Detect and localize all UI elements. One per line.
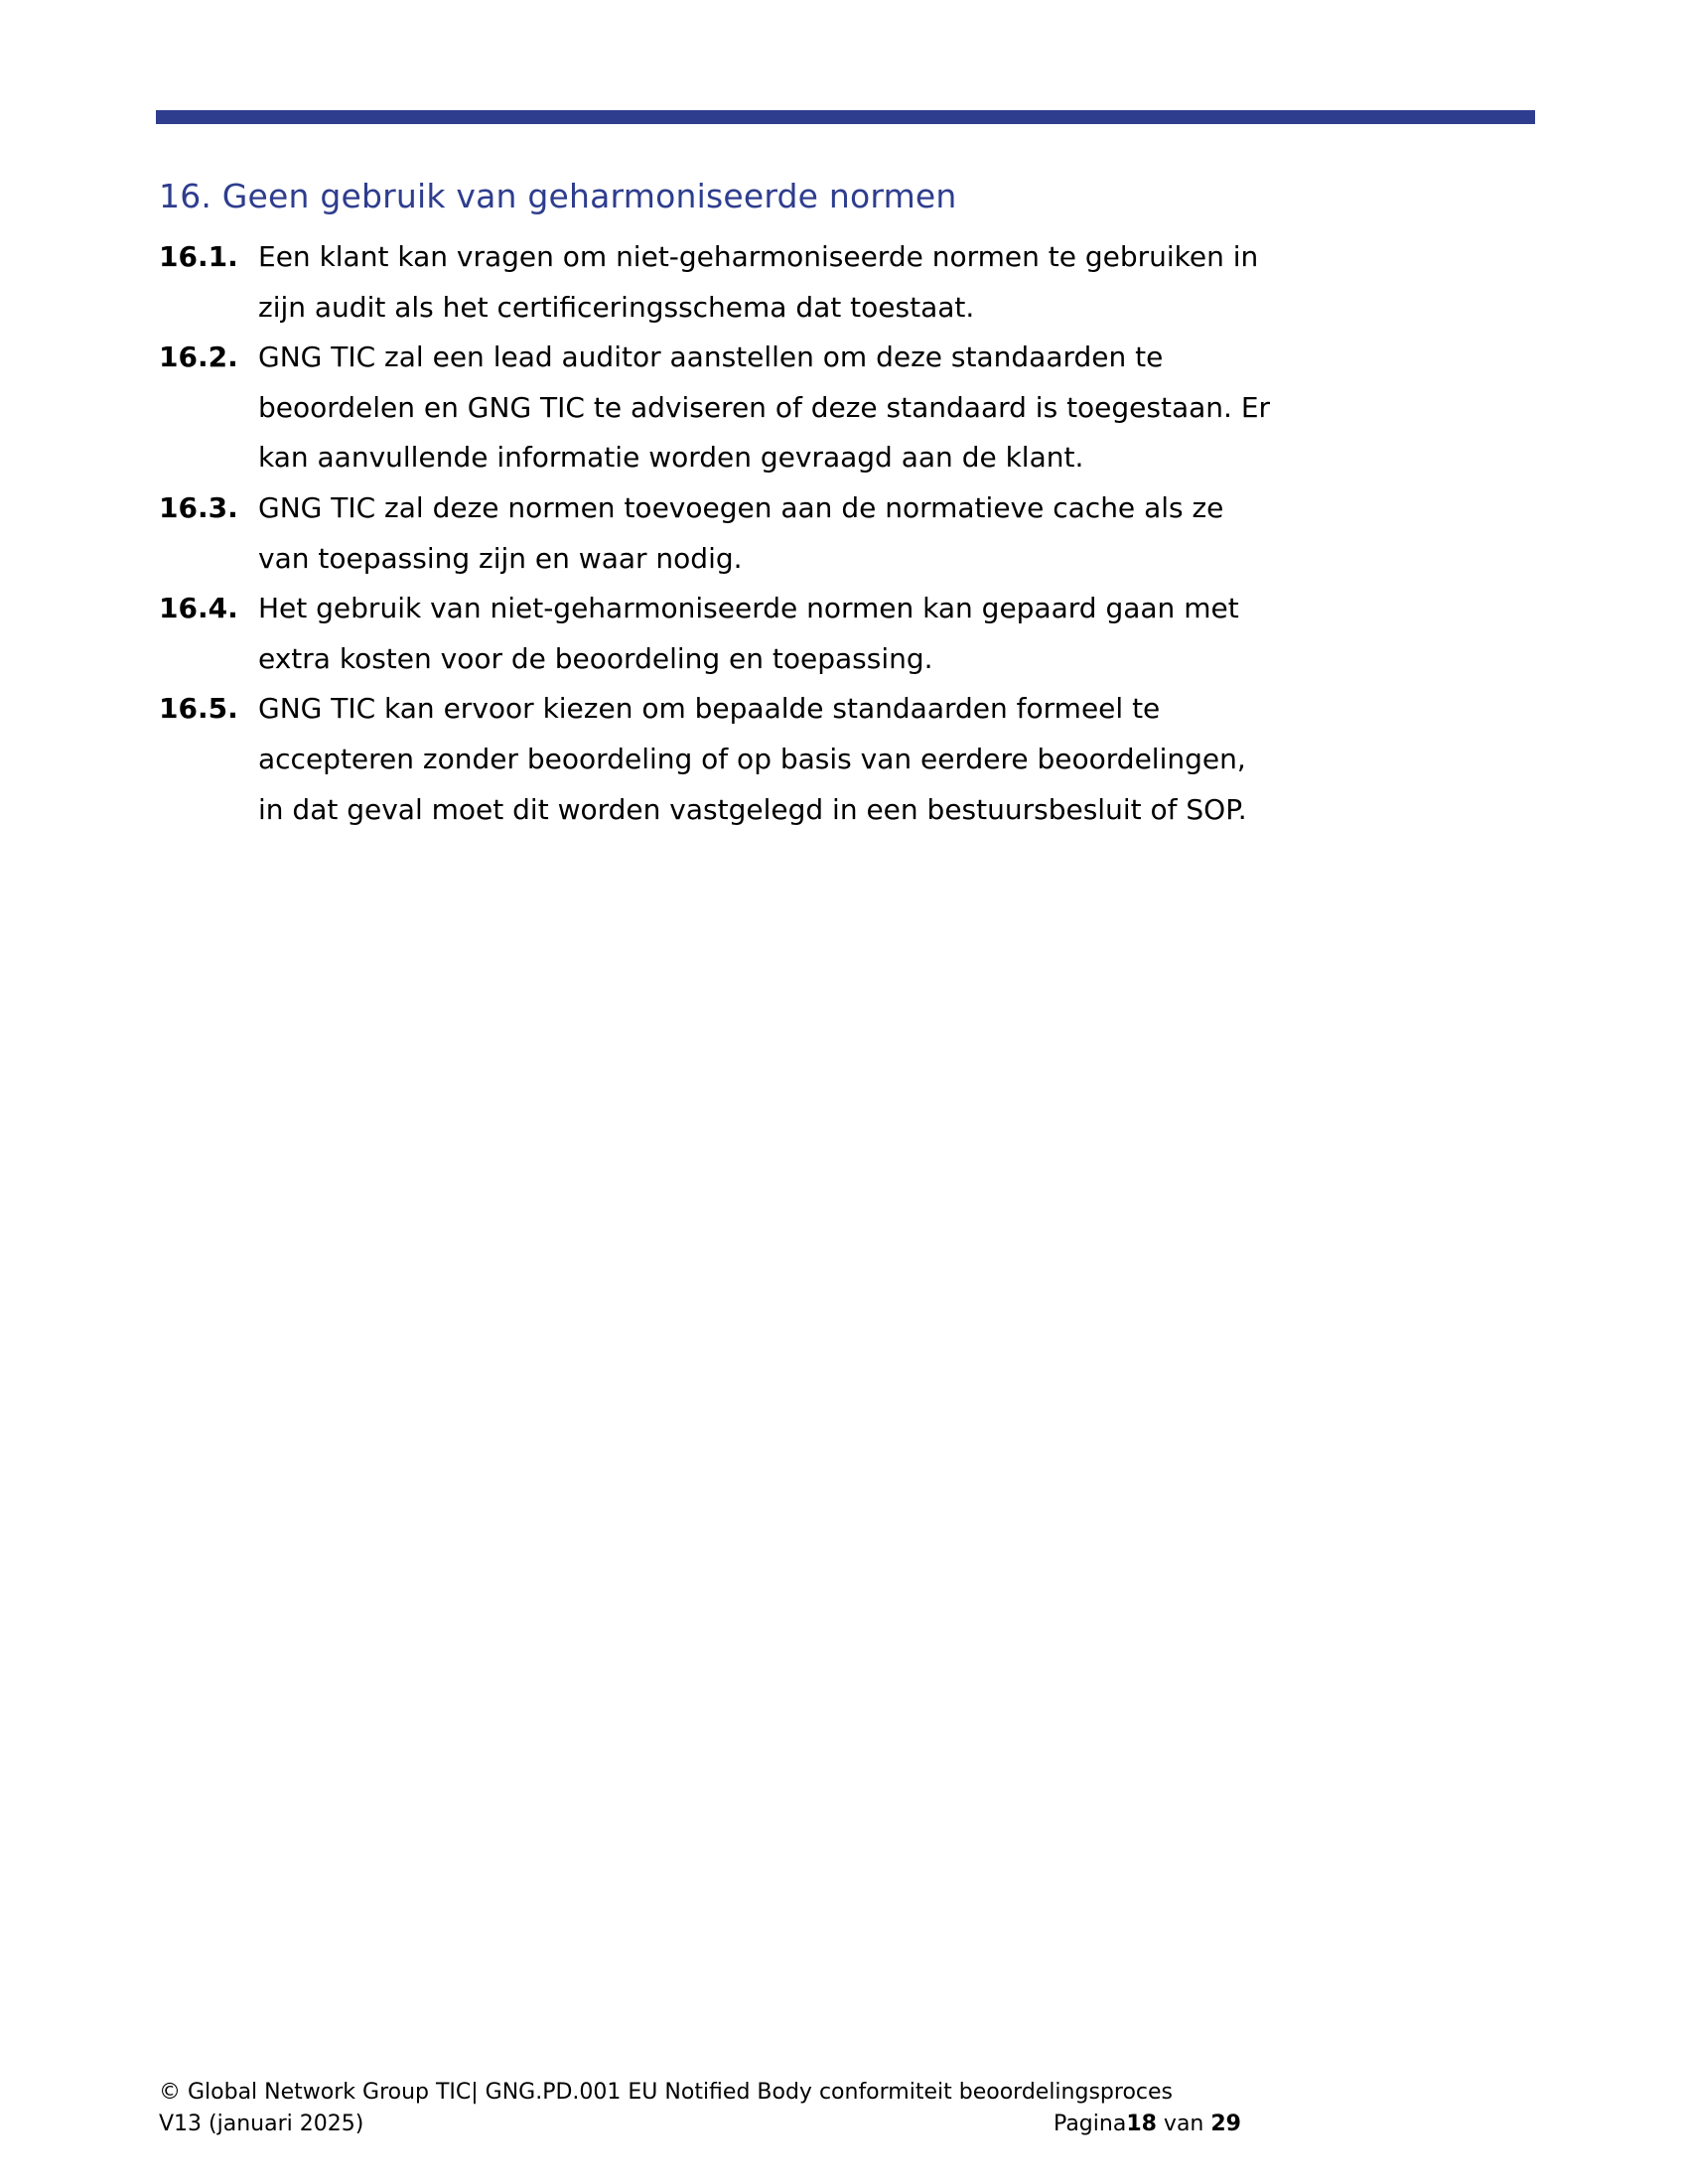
clause-16-2 [159, 333, 1529, 483]
clause-16-3 [159, 483, 1529, 584]
footer-row [159, 2109, 1241, 2140]
section-title: 16. Geen gebruik van geharmoniseerde normen [159, 177, 957, 215]
page-label: Pagina [1054, 2112, 1127, 2136]
clause-text: Een klant kan vragen om niet-geharmoniseerde normen te gebruiken in zijn audit als het certificeringsschema dat toestaat. [258, 240, 1259, 324]
clause-text: GNG TIC kan ervoor kiezen om bepaalde standaarden formeel te accepteren zonder beoordeling of op basis van eerdere beoordelingen, in dat geval moet dit worden vastgelegd in een bestuursbesluit of SOP. [258, 692, 1247, 826]
footer-copyright: © Global Network Group TIC| GNG.PD.001 EU Notified Body conformiteit beoordelingsproces [159, 2080, 1173, 2105]
footer-version: V13 (januari 2025) [159, 2112, 364, 2136]
clause-text: GNG TIC zal een lead auditor aanstellen om deze standaarden te beoordelen en GNG TIC te adviseren of deze standaard is toegestaan. Er kan aanvullende informatie worden gevraagd aan de klant. [258, 341, 1271, 475]
page-total: 29 [1210, 2112, 1241, 2136]
clause-list [159, 232, 1529, 835]
clause-number: 16.3. [159, 490, 238, 524]
clause-text: Het gebruik van niet-geharmoniseerde normen kan gepaard gaan met extra kosten voor de beoordeling en toepassing. [258, 592, 1239, 675]
clause-number: 16.5. [159, 692, 238, 726]
page-separator: van [1156, 2112, 1211, 2136]
clause-16-5 [159, 684, 1529, 835]
clause-16-4 [159, 584, 1529, 684]
clause-number: 16.4. [159, 592, 238, 625]
clause-text: GNG TIC zal deze normen toevoegen aan de normatieve cache als ze van toepassing zijn en waar nodig. [258, 490, 1224, 575]
header-rule [156, 110, 1535, 124]
clause-number: 16.2. [159, 341, 238, 374]
clause-16-1 [159, 232, 1529, 333]
page-number [1054, 2109, 1241, 2140]
page-footer [159, 2077, 1241, 2140]
clause-number: 16.1. [159, 240, 238, 273]
page-current: 18 [1126, 2112, 1157, 2136]
